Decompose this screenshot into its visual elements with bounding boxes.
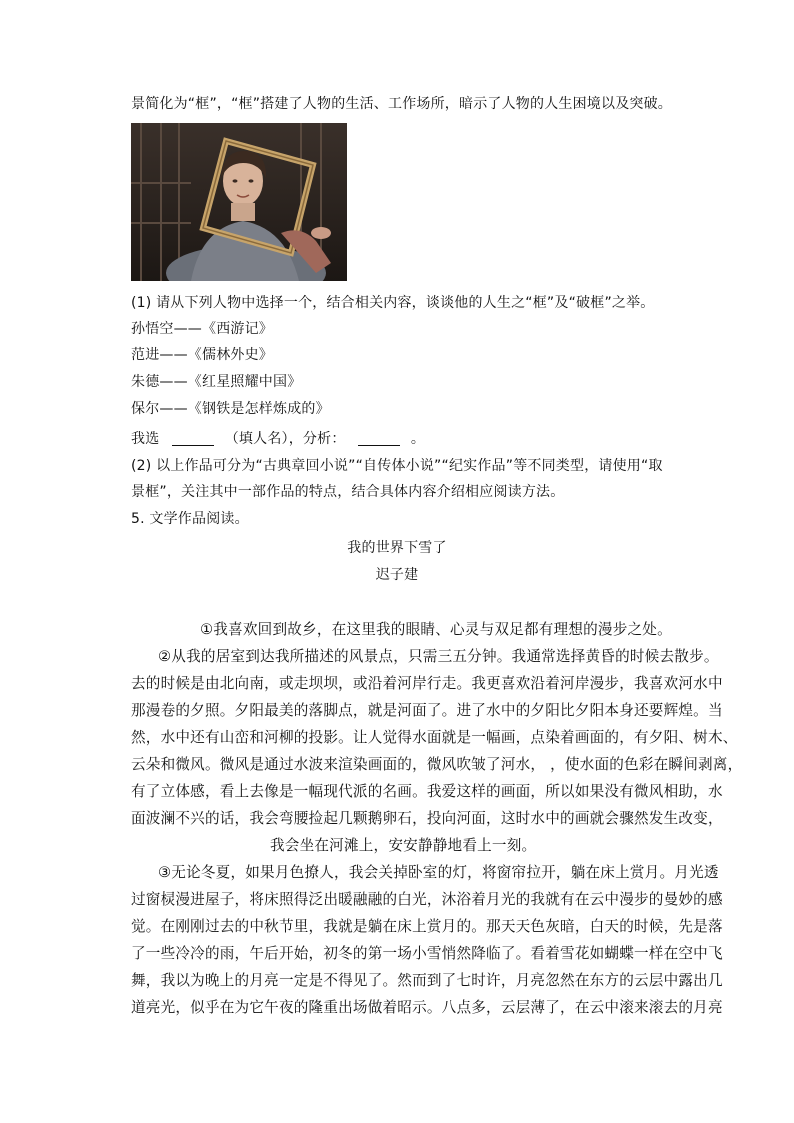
paragraph-line: ③无论冬夏，如果月色撩人，我会关掉卧室的灯，将窗帘拉开，躺在床上赏月。月光透 xyxy=(158,864,719,881)
q1-option-3: 朱德——《红星照耀中国》 xyxy=(131,374,302,390)
analysis-blank[interactable] xyxy=(358,431,400,446)
paragraph-line: ②从我的居室到达我所描述的风景点，只需三五分钟。我通常选择黄昏的时候去散步。 xyxy=(158,648,719,665)
answer-label-choose: 我选 xyxy=(131,431,160,447)
article-author: 迟子建 xyxy=(375,567,419,583)
answer-label-analysis: （填人名），分析： xyxy=(224,431,346,447)
intro-line: 景简化为“框”，“框”搭建了人物的生活、工作场所，暗示了人物的人生困境以及突破。 xyxy=(131,96,673,112)
q1-option-1: 孙悟空——《西游记》 xyxy=(131,321,273,337)
paragraph-line: 去的时候是由北向南，或走坝坝，或沿着河岸行走。我更喜欢沿着河岸漫步，我喜欢河水中 xyxy=(131,675,723,692)
section-5-heading: 5. 文学作品阅读。 xyxy=(131,511,249,527)
paragraph-line: 有了立体感，看上去像是一幅现代派的名画。我爱这样的画面，所以如果没有微风相助，水 xyxy=(131,783,723,800)
q2-line-1: (2) 以上作品可分为“古典章回小说”“自传体小说”“纪实作品”等不同类型，请使用“取 xyxy=(131,458,663,474)
q2-line-2: 景框”，关注其中一部作品的特点，结合具体内容介绍相应阅读方法。 xyxy=(131,484,565,500)
paragraph-line: 觉。在刚刚过去的中秋节里，我就是躺在床上赏月的。那天天色灰暗，白天的时候，先是落 xyxy=(131,918,723,935)
paragraph-line: 然，水中还有山峦和河柳的投影。让人觉得水面就是一幅画，点染着画面的，有夕阳、树木、 xyxy=(131,729,738,746)
q1-option-4: 保尔——《钢铁是怎样炼成的》 xyxy=(131,401,330,417)
paragraph-line: 我会坐在河滩上，安安静静地看上一刻。 xyxy=(270,837,537,854)
q1-prompt: (1) 请从下列人物中选择一个，结合相关内容，谈谈他的人生之“框”及“破框”之举。 xyxy=(131,295,655,311)
name-blank[interactable] xyxy=(172,431,214,446)
q1-option-2: 范进——《儒林外史》 xyxy=(131,347,273,363)
paragraph-line: 那漫卷的夕照。夕阳最美的落脚点，就是河面了。进了水中的夕阳比夕阳本身还要辉煌。当 xyxy=(131,702,723,719)
woman-with-frame-illustration xyxy=(131,123,347,281)
paragraph-line: 道亮光，似乎在为它午夜的隆重出场做着昭示。八点多，云层薄了，在云中滚来滚去的月亮 xyxy=(131,999,723,1016)
answer-end: 。 xyxy=(410,431,426,447)
q1-answer-line xyxy=(131,429,425,449)
paragraph-line: 过窗棂漫进屋子，将床照得泛出暖融融的白光，沐浴着月光的我就有在云中漫步的曼妙的感 xyxy=(131,891,723,908)
stage-photo xyxy=(131,123,347,281)
paragraph-line: 云朵和微风。微风是通过水波来渲染画面的，微风吹皱了河水， ，使水面的色彩在瞬间剥离， xyxy=(131,756,743,773)
article-title: 我的世界下雪了 xyxy=(347,540,447,556)
paragraph-line: 舞，我以为晚上的月亮一定是不得见了。然而到了七时许，月亮忽然在东方的云层中露出几 xyxy=(131,972,723,989)
paragraph-line: 了一些冷冷的雨，午后开始，初冬的第一场小雪悄然降临了。看着雪花如蝴蝶一样在空中飞 xyxy=(131,945,723,962)
paragraph-line: ①我喜欢回到故乡，在这里我的眼睛、心灵与双足都有理想的漫步之处。 xyxy=(200,621,672,638)
paragraph-line: 面波澜不兴的话，我会弯腰捡起几颗鹅卵石，投向河面，这时水中的画就会骤然发生改变， xyxy=(131,810,723,827)
